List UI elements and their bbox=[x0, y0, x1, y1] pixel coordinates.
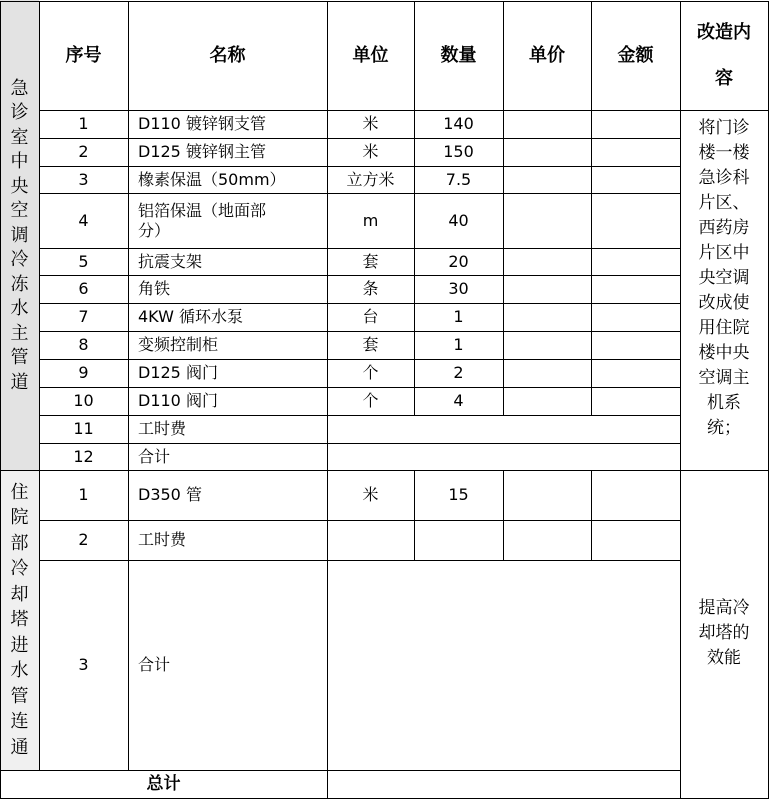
content-line: 片区中 bbox=[698, 243, 750, 263]
header-seq: 序号 bbox=[65, 45, 102, 66]
name-line: 铝箔保温（地面部 bbox=[138, 200, 267, 220]
content-line: 空调主 bbox=[698, 368, 750, 388]
section-title-char: 冷 bbox=[10, 249, 29, 271]
section-title-char: 进 bbox=[10, 634, 29, 656]
header-amount: 金额 bbox=[617, 45, 654, 66]
s2-row-1-name: D350 管 bbox=[138, 485, 202, 504]
grid-line bbox=[39, 387, 681, 388]
s1-row-8-no: 8 bbox=[78, 335, 89, 354]
s1-row-10-no: 10 bbox=[73, 391, 94, 410]
name-line: 分） bbox=[138, 220, 171, 240]
section-title-char: 主 bbox=[10, 322, 29, 344]
s1-row-4-no: 4 bbox=[78, 210, 89, 230]
s1-row-3-qty: 7.5 bbox=[445, 169, 472, 189]
content-line: 央空调 bbox=[698, 268, 750, 288]
s1-row-4-name bbox=[128, 193, 327, 248]
grid-line bbox=[680, 110, 769, 111]
s2-row-1-unit: 米 bbox=[362, 485, 379, 504]
grid-line bbox=[39, 193, 681, 194]
section1-content bbox=[680, 110, 768, 470]
section-title-char: 院 bbox=[10, 507, 29, 529]
s1-row-3-name: 橡素保温（50mm） bbox=[138, 169, 286, 189]
content-line: 改成使 bbox=[698, 293, 750, 313]
section-title-char: 连 bbox=[10, 711, 29, 733]
s1-row-7-no: 7 bbox=[78, 307, 89, 326]
section-title-char: 调 bbox=[10, 224, 29, 246]
grid-line bbox=[39, 166, 681, 167]
section-title-char: 急 bbox=[10, 77, 29, 99]
grid-line bbox=[0, 1, 1, 799]
section-title-char: 央 bbox=[10, 175, 29, 197]
s1-row-5-unit: 套 bbox=[362, 251, 379, 271]
section-title-char: 水 bbox=[10, 298, 29, 320]
s2-row-3-no: 3 bbox=[78, 655, 89, 674]
grid-line bbox=[0, 770, 681, 771]
s1-row-11-name: 工时费 bbox=[138, 419, 187, 438]
content-line: 统； bbox=[707, 418, 741, 438]
grid-line bbox=[0, 470, 769, 471]
grid-line bbox=[768, 1, 769, 799]
s1-row-1-no: 1 bbox=[78, 114, 89, 133]
grid-line bbox=[39, 520, 681, 521]
section-title-char: 冻 bbox=[10, 273, 29, 295]
grid-line bbox=[0, 1, 769, 2]
content-line: 片区、 bbox=[698, 193, 750, 213]
s1-row-6-unit: 条 bbox=[362, 279, 379, 298]
header-qty: 数量 bbox=[440, 45, 477, 66]
s1-row-3-unit: 立方米 bbox=[346, 169, 395, 189]
grid-line bbox=[680, 1, 681, 799]
section-title-char: 室 bbox=[10, 126, 29, 148]
s2-row-1-no: 1 bbox=[78, 485, 89, 504]
s1-row-5-qty: 20 bbox=[448, 251, 469, 271]
grid-line bbox=[591, 1, 592, 416]
grid-line bbox=[39, 331, 681, 332]
grid-line bbox=[39, 110, 681, 111]
grid-line bbox=[39, 1, 40, 771]
section2-title bbox=[0, 470, 39, 770]
section-title-char: 冷 bbox=[10, 558, 29, 580]
section1-title bbox=[0, 2, 39, 470]
content-line: 急诊科 bbox=[698, 168, 750, 188]
s1-row-2-no: 2 bbox=[78, 142, 89, 161]
header-reform bbox=[680, 2, 768, 110]
grid-line bbox=[327, 1, 328, 799]
grid-line bbox=[414, 470, 415, 561]
grid-line bbox=[39, 560, 681, 561]
section2-content bbox=[680, 470, 768, 796]
section-title-char: 通 bbox=[10, 736, 29, 758]
s1-row-9-unit: 个 bbox=[362, 363, 379, 382]
section-title-char: 管 bbox=[10, 685, 29, 707]
grid-line bbox=[503, 470, 504, 561]
grid-line bbox=[128, 1, 129, 771]
section-title-char: 部 bbox=[10, 532, 29, 554]
s1-row-6-name: 角铁 bbox=[138, 279, 171, 298]
s1-row-12-no: 12 bbox=[73, 446, 94, 466]
s1-row-9-no: 9 bbox=[78, 363, 89, 382]
s2-row-2-name: 工时费 bbox=[138, 530, 187, 549]
s1-row-2-name: D125 镀锌钢主管 bbox=[138, 142, 266, 161]
s1-row-8-qty: 1 bbox=[453, 335, 464, 354]
section-title-char: 诊 bbox=[10, 102, 29, 124]
s1-row-5-name: 抗震支架 bbox=[138, 251, 203, 271]
section-title-char: 管 bbox=[10, 347, 29, 369]
s1-row-4-qty: 40 bbox=[448, 210, 469, 230]
header-price: 单价 bbox=[529, 45, 565, 66]
content-line: 却塔的 bbox=[698, 622, 750, 643]
s1-row-2-unit: 米 bbox=[362, 142, 379, 161]
grid-line bbox=[39, 415, 681, 416]
header-reform-line2: 容 bbox=[715, 68, 733, 89]
section-title-char: 住 bbox=[10, 481, 29, 503]
s1-row-2-qty: 150 bbox=[443, 142, 474, 161]
s1-row-6-no: 6 bbox=[78, 279, 89, 298]
s1-row-10-qty: 4 bbox=[453, 391, 464, 410]
grid-line bbox=[39, 303, 681, 304]
s1-row-11-no: 11 bbox=[73, 419, 94, 438]
s1-row-5-no: 5 bbox=[78, 251, 89, 271]
s1-row-9-qty: 2 bbox=[453, 363, 464, 382]
content-line: 西药房 bbox=[698, 218, 750, 238]
content-line: 机系 bbox=[707, 393, 741, 413]
content-line: 提高冷 bbox=[698, 597, 750, 618]
section-title-char: 中 bbox=[10, 151, 29, 173]
s1-row-9-name: D125 阀门 bbox=[138, 363, 218, 382]
grid-line bbox=[0, 798, 769, 799]
content-line: 效能 bbox=[707, 647, 741, 668]
s1-row-8-unit: 套 bbox=[362, 335, 379, 354]
section-title-char: 却 bbox=[10, 583, 29, 605]
grid-line bbox=[39, 248, 681, 249]
section-title-char: 塔 bbox=[10, 609, 29, 631]
s1-row-10-name: D110 阀门 bbox=[138, 391, 218, 410]
s1-row-10-unit: 个 bbox=[362, 391, 379, 410]
grid-line bbox=[414, 1, 415, 416]
grand-total-label: 总计 bbox=[146, 774, 181, 794]
s1-row-1-unit: 米 bbox=[362, 114, 379, 133]
content-line: 楼中央 bbox=[698, 343, 750, 363]
content-line: 用住院 bbox=[698, 318, 750, 338]
grid-line bbox=[39, 138, 681, 139]
grid-line bbox=[39, 275, 681, 276]
s2-row-2-no: 2 bbox=[78, 530, 89, 549]
grid-line bbox=[39, 443, 681, 444]
section-title-char: 空 bbox=[10, 200, 29, 222]
s2-row-1-qty: 15 bbox=[448, 485, 469, 504]
s1-row-7-qty: 1 bbox=[453, 307, 464, 326]
grid-line bbox=[503, 1, 504, 416]
content-line: 将门诊 bbox=[698, 118, 750, 138]
s1-row-8-name: 变频控制柜 bbox=[138, 335, 219, 354]
header-unit: 单位 bbox=[352, 45, 389, 66]
s1-row-1-name: D110 镀锌钢支管 bbox=[138, 114, 266, 133]
s1-row-4-unit: m bbox=[362, 210, 379, 230]
header-name: 名称 bbox=[209, 45, 246, 66]
grid-line bbox=[591, 470, 592, 561]
s2-row-3-name: 合计 bbox=[138, 655, 171, 674]
grid-line bbox=[39, 359, 681, 360]
content-line: 楼一楼 bbox=[698, 143, 750, 163]
s1-row-7-name: 4KW 循环水泵 bbox=[138, 307, 244, 326]
s1-row-1-qty: 140 bbox=[443, 114, 474, 133]
section-title-char: 水 bbox=[10, 660, 29, 682]
s1-row-6-qty: 30 bbox=[448, 279, 469, 298]
section-title-char: 道 bbox=[10, 371, 29, 393]
s1-row-7-unit: 台 bbox=[362, 307, 379, 326]
s1-row-12-name: 合计 bbox=[138, 446, 171, 466]
s1-row-3-no: 3 bbox=[78, 169, 89, 189]
header-reform-line1: 改造内 bbox=[697, 22, 751, 43]
